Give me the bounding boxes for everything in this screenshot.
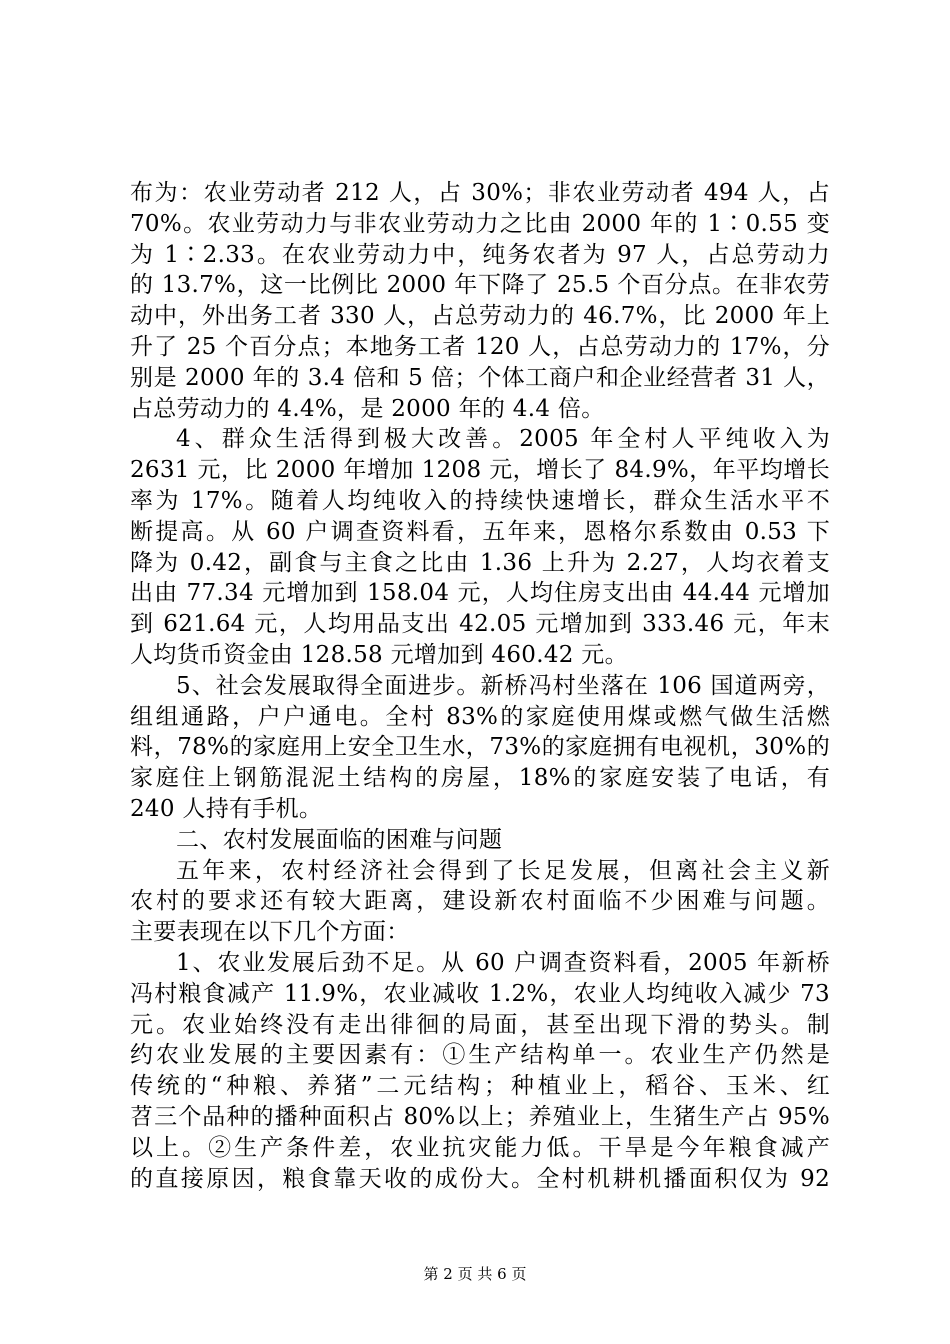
text-line: 出由 77.34 元增加到 158.04 元，人均住房支出由 44.44 元增加	[130, 580, 830, 607]
text-line: 以上。②生产条件差，农业抗灾能力低。干旱是今年粮食减产	[130, 1134, 830, 1161]
text-line: 二、农村发展面临的困难与问题	[176, 826, 503, 853]
text-line: 农村的要求还有较大距离，建设新农村面临不少困难与问题。	[130, 888, 830, 915]
text-line: 升了 25 个百分点；本地务工者 120 人，占总劳动力的 17%，分	[130, 333, 830, 360]
section-heading	[130, 825, 830, 856]
text-line: 的直接原因，粮食靠天收的成份大。全村机耕机播面积仅为 92	[130, 1165, 830, 1192]
text-line: 人均货币资金由 128.58 元增加到 460.42 元。	[130, 641, 628, 668]
text-line: 家庭住上钢筋混泥土结构的房屋，18%的家庭安装了电话，有	[130, 765, 830, 792]
text-line: 为 1∶2.33。在农业劳动力中，纯务农者为 97 人，占总劳动力	[130, 241, 830, 268]
text-line: 五年来，农村经济社会得到了长足发展，但离社会主义新	[176, 857, 830, 884]
text-line: 传统的“种粮、养猪”二元结构；种植业上，稻谷、玉米、红	[130, 1073, 830, 1100]
text-line: 别是 2000 年的 3.4 倍和 5 倍；个体工商户和企业经营者 31 人，	[130, 364, 830, 391]
document-body	[130, 178, 830, 1194]
text-line: 主要表现在以下几个方面：	[130, 919, 410, 946]
page-footer: 第 2 页 共 6 页	[423, 1265, 527, 1283]
paragraph	[130, 671, 830, 825]
text-line: 组组通路，户户通电。全村 83%的家庭使用煤或燃气做生活燃	[130, 703, 830, 730]
text-line: 2631 元，比 2000 年增加 1208 元，增长了 84.9%，年平均增长	[130, 457, 830, 484]
text-line: 5、社会发展取得全面进步。新桥冯村坐落在 106 国道两旁，	[176, 672, 830, 699]
text-line: 到 621.64 元，人均用品支出 42.05 元增加到 333.46 元，年末	[130, 611, 830, 638]
text-line: 布为：农业劳动者 212 人，占 30%；非农业劳动者 494 人，占	[130, 180, 830, 206]
text-line: 的 13.7%，这一比例比 2000 年下降了 25.5 个百分点。在非农劳	[130, 272, 830, 299]
text-line: 苕三个品种的播种面积占 80%以上；养殖业上，生猪生产占 95%	[130, 1103, 830, 1130]
text-line: 断提高。从 60 户调查资料看，五年来，恩格尔系数由 0.53 下	[130, 518, 830, 545]
text-line: 4、群众生活得到极大改善。2005 年全村人平纯收入为	[176, 426, 830, 453]
paragraph	[130, 178, 830, 424]
text-line: 降为 0.42，副食与主食之比由 1.36 上升为 2.27，人均衣着支	[130, 549, 830, 576]
text-line: 70%。农业劳动力与非农业劳动力之比由 2000 年的 1∶0.55 变	[130, 210, 830, 237]
text-line: 240 人持有手机。	[130, 795, 323, 822]
paragraph	[130, 948, 830, 1194]
text-line: 料，78%的家庭用上安全卫生水，73%的家庭拥有电视机，30%的	[130, 734, 830, 761]
paragraph	[130, 424, 830, 670]
text-line: 约农业发展的主要因素有：①生产结构单一。农业生产仍然是	[130, 1042, 830, 1069]
text-line: 1、农业发展后劲不足。从 60 户调查资料看，2005 年新桥	[176, 949, 830, 976]
text-line: 冯村粮食减产 11.9%，农业减收 1.2%，农业人均纯收入减少 73	[130, 980, 830, 1007]
text-line: 率为 17%。随着人均纯收入的持续快速增长，群众生活水平不	[130, 487, 830, 514]
text-line: 元。农业始终没有走出徘徊的局面，甚至出现下滑的势头。制	[130, 1011, 830, 1038]
text-line: 占总劳动力的 4.4%，是 2000 年的 4.4 倍。	[130, 395, 605, 422]
paragraph	[130, 856, 830, 948]
text-line: 动中，外出务工者 330 人，占总劳动力的 46.7%，比 2000 年上	[130, 303, 830, 330]
